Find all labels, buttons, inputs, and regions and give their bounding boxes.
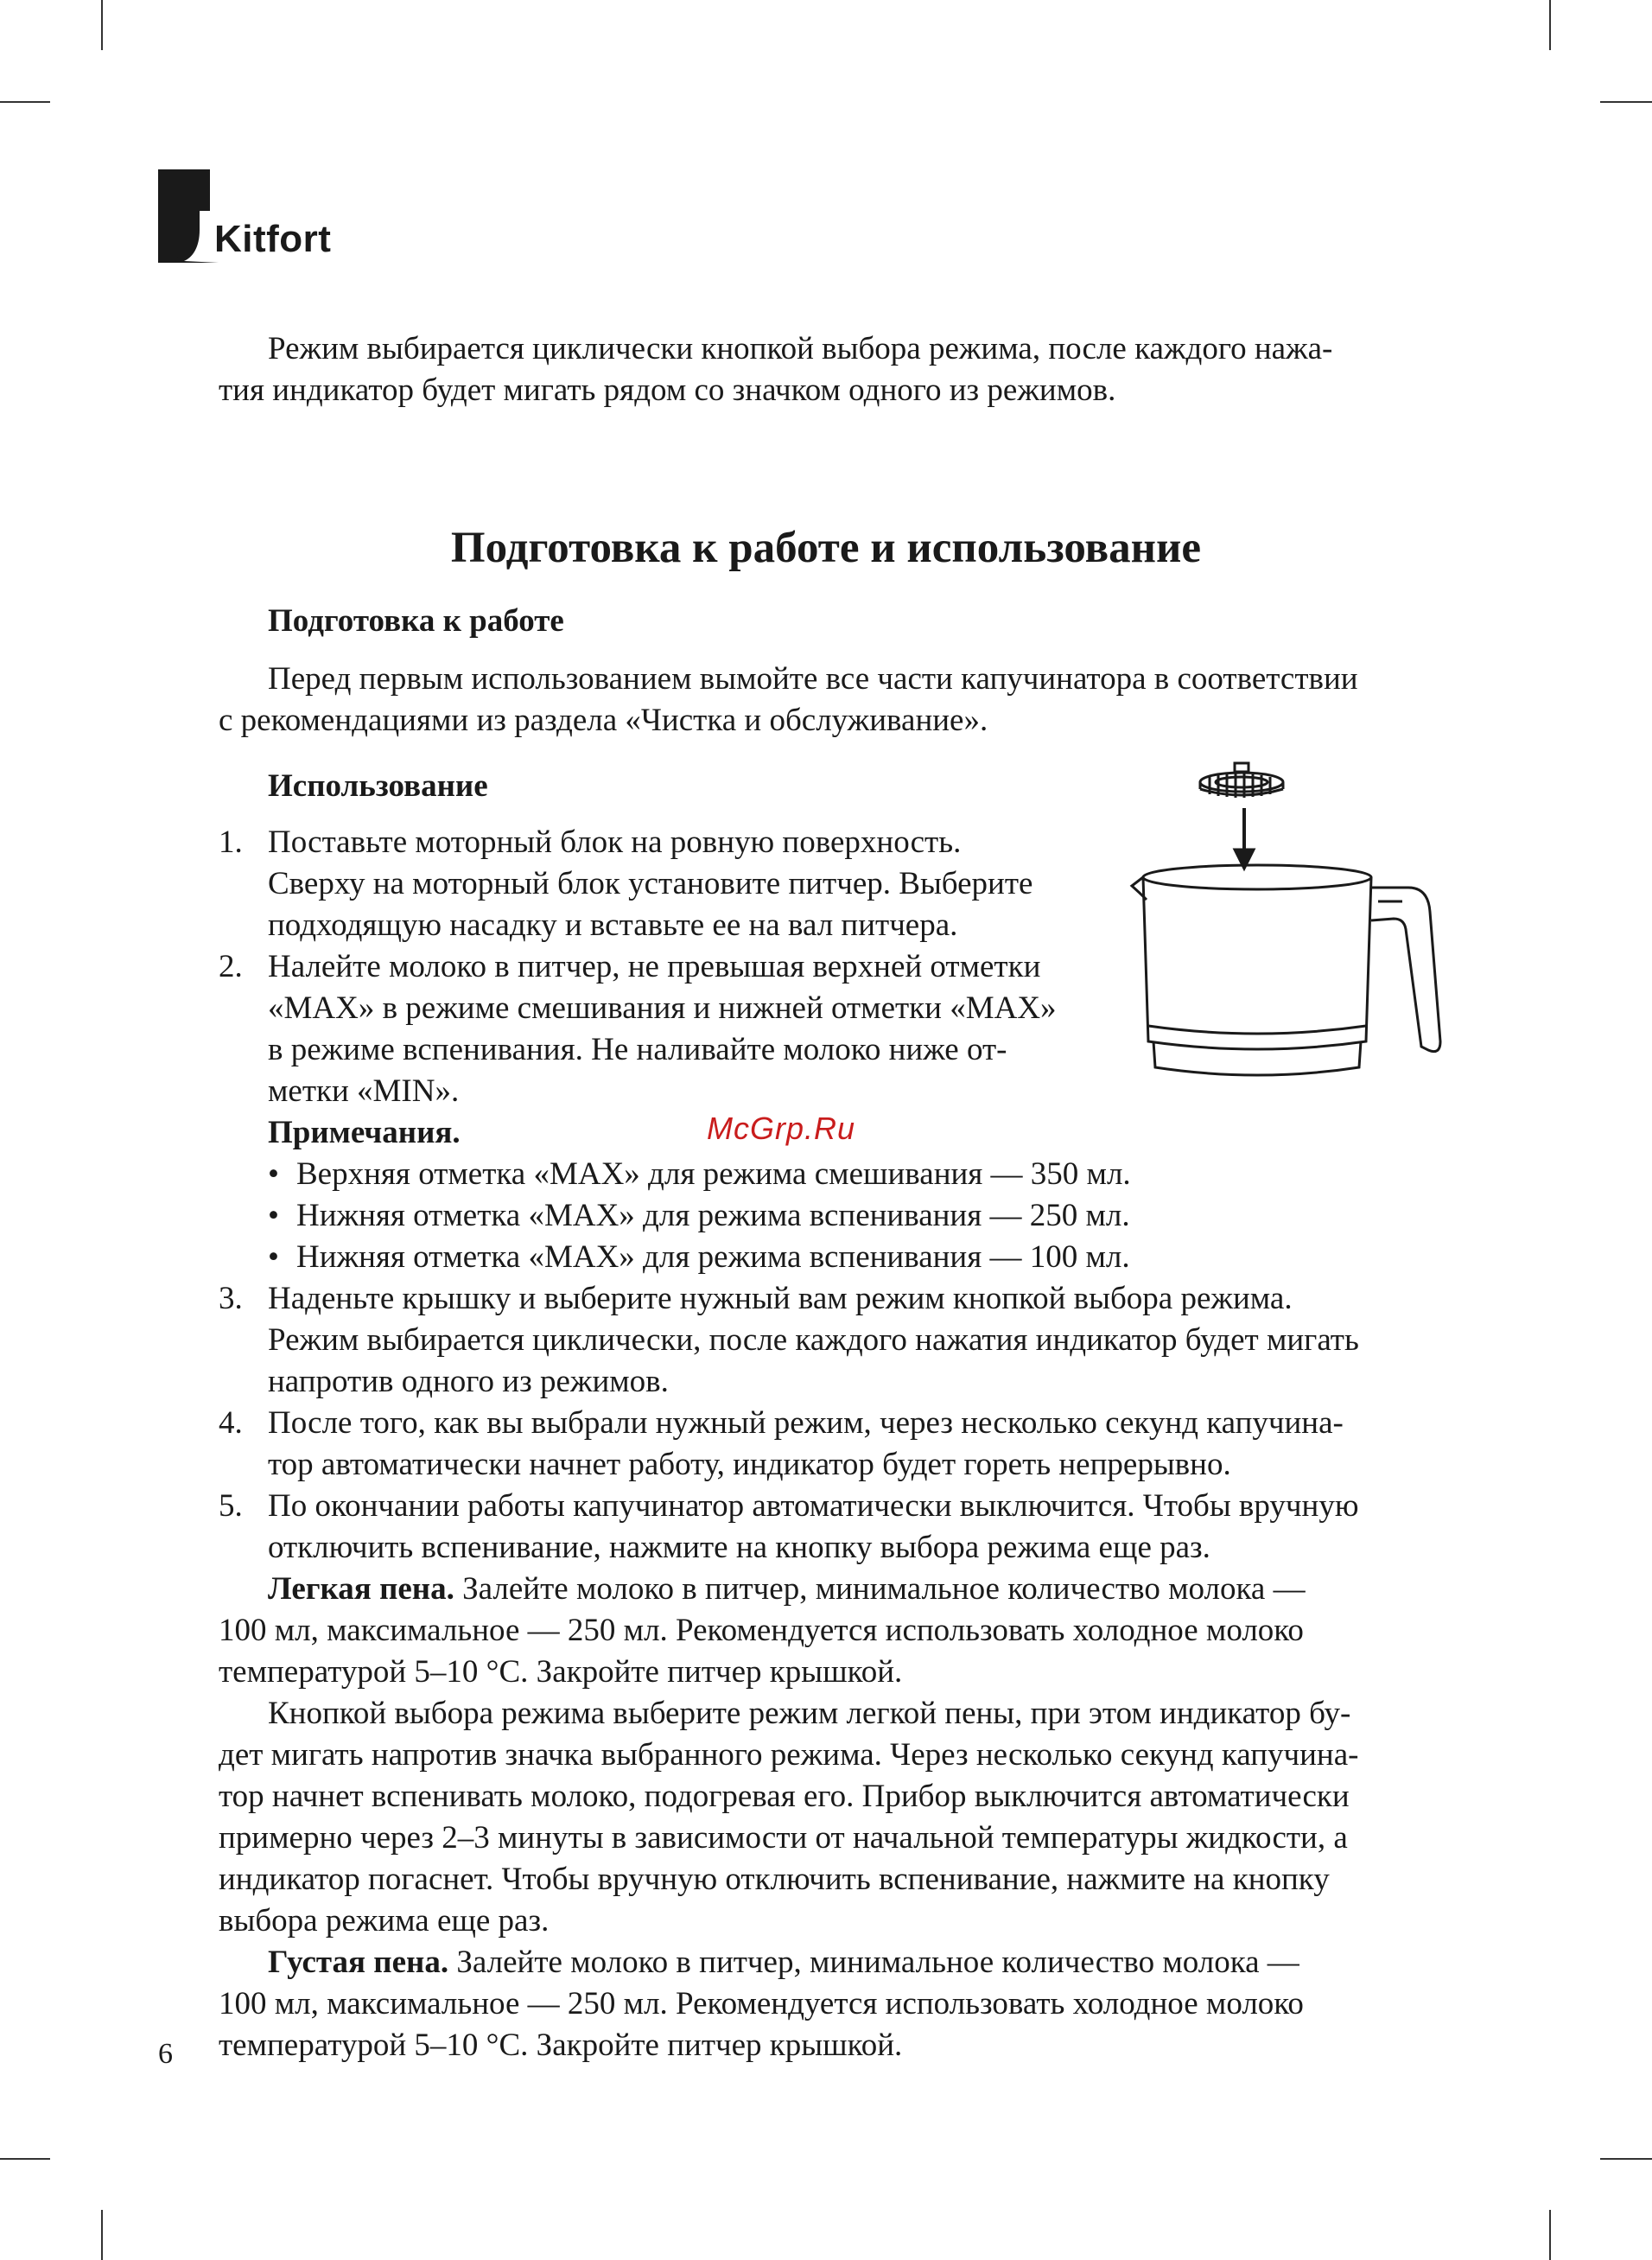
light-foam-line: температурой 5–10 °С. Закройте питчер крышкой. <box>219 1654 903 1690</box>
thick-foam-text: Залейте молоко в питчер, минимальное количество молока — <box>448 1945 1299 1980</box>
watermark: McGrp.Ru <box>707 1111 856 1146</box>
step-number: 3. <box>219 1281 243 1316</box>
prep-heading: Подготовка к работе <box>268 603 564 639</box>
light-foam-para2-line: дет мигать напротив значка выбранного режима. Через несколько секунд капучина- <box>219 1737 1359 1773</box>
crop-mark <box>0 2158 50 2160</box>
bullet-icon: • <box>268 1198 279 1233</box>
notes-heading: Примечания. <box>268 1115 461 1150</box>
step-line: Режим выбирается циклически, после каждого нажатия индикатор будет мигать <box>268 1322 1359 1358</box>
crop-mark <box>1600 101 1652 103</box>
prep-line: с рекомендациями из раздела «Чистка и обслуживание». <box>219 703 988 738</box>
step-line: в режиме вспенивания. Не наливайте молоко ниже от- <box>268 1032 1007 1067</box>
step-line: Сверху на моторный блок установите питчер. Выберите <box>268 866 1033 901</box>
step-line: По окончании работы капучинатор автоматически выключится. Чтобы вручную <box>268 1488 1359 1524</box>
crop-mark <box>0 101 50 103</box>
thick-foam-label: Густая пена. <box>268 1945 449 1980</box>
crop-mark <box>101 0 103 50</box>
step-line: метки «MIN». <box>268 1073 460 1109</box>
step-line: напротив одного из режимов. <box>268 1364 669 1399</box>
step-line: «MAX» в режиме смешивания и нижней отметки «MAX» <box>268 990 1057 1026</box>
step-line: подходящую насадку и вставьте ее на вал питчера. <box>268 907 958 943</box>
note-item: Нижняя отметка «MAX» для режима вспенивания — 250 мл. <box>296 1198 1130 1233</box>
light-foam-first-line <box>268 1569 1306 1610</box>
brand-name: Kitfort <box>214 218 332 260</box>
section-title: Подготовка к работе и использование <box>450 524 1202 572</box>
crop-mark <box>1600 2158 1652 2160</box>
light-foam-text: Залейте молоко в питчер, минимальное количество молока — <box>454 1571 1306 1607</box>
thick-foam-line: температурой 5–10 °С. Закройте питчер крышкой. <box>219 2028 903 2063</box>
step-line: После того, как вы выбрали нужный режим, через несколько секунд капучина- <box>268 1405 1344 1441</box>
step-line: тор автоматически начнет работу, индикатор будет гореть непрерывно. <box>268 1447 1231 1482</box>
step-line: Наденьте крышку и выберите нужный вам режим кнопкой выбора режима. <box>268 1281 1293 1316</box>
light-foam-line: 100 мл, максимальное — 250 мл. Рекомендуется использовать холодное молоко <box>219 1613 1304 1648</box>
pitcher-icon <box>1132 865 1440 1075</box>
step-number: 5. <box>219 1488 243 1524</box>
intro-line: Режим выбирается циклически кнопкой выбора режима, после каждого нажа- <box>268 331 1333 366</box>
pitcher-with-whisk-illustration <box>1128 756 1456 1093</box>
arrow-down-icon <box>1235 808 1254 869</box>
bullet-icon: • <box>268 1239 279 1275</box>
whisk-icon <box>1200 763 1283 798</box>
light-foam-para2-line: Кнопкой выбора режима выберите режим легкой пены, при этом индикатор бу- <box>268 1696 1351 1731</box>
thick-foam-line: 100 мл, максимальное — 250 мл. Рекомендуется использовать холодное молоко <box>219 1986 1304 2021</box>
step-line: отключить вспенивание, нажмите на кнопку выбора режима еще раз. <box>268 1530 1210 1565</box>
usage-heading: Использование <box>268 768 488 804</box>
note-item: Нижняя отметка «MAX» для режима вспенивания — 100 мл. <box>296 1239 1130 1275</box>
light-foam-para2-line: тор начнет вспенивать молоко, подогревая его. Прибор выключится автоматически <box>219 1779 1350 1814</box>
light-foam-para2-line: индикатор погаснет. Чтобы вручную отключить вспенивание, нажмите на кнопку <box>219 1862 1330 1897</box>
intro-line: тия индикатор будет мигать рядом со значком одного из режимов. <box>219 372 1116 408</box>
step-number: 4. <box>219 1405 243 1441</box>
prep-line: Перед первым использованием вымойте все части капучинатора в соответствии <box>268 661 1358 697</box>
note-item: Верхняя отметка «MAX» для режима смешивания — 350 мл. <box>296 1156 1131 1192</box>
light-foam-para2-line: выбора режима еще раз. <box>219 1903 550 1939</box>
step-line: Поставьте моторный блок на ровную поверхность. <box>268 824 962 860</box>
bullet-icon: • <box>268 1156 279 1192</box>
light-foam-para2-line: примерно через 2–3 минуты в зависимости от начальной температуры жидкости, а <box>219 1820 1348 1856</box>
step-number: 2. <box>219 949 243 984</box>
crop-mark <box>1549 2210 1551 2260</box>
light-foam-label: Легкая пена. <box>268 1571 454 1607</box>
step-line: Налейте молоко в питчер, не превышая верхней отметки <box>268 949 1041 984</box>
step-number: 1. <box>219 824 243 860</box>
page-number: 6 <box>158 2038 173 2070</box>
crop-mark <box>101 2210 103 2260</box>
crop-mark <box>1549 0 1551 50</box>
thick-foam-first-line <box>268 1942 1299 1983</box>
